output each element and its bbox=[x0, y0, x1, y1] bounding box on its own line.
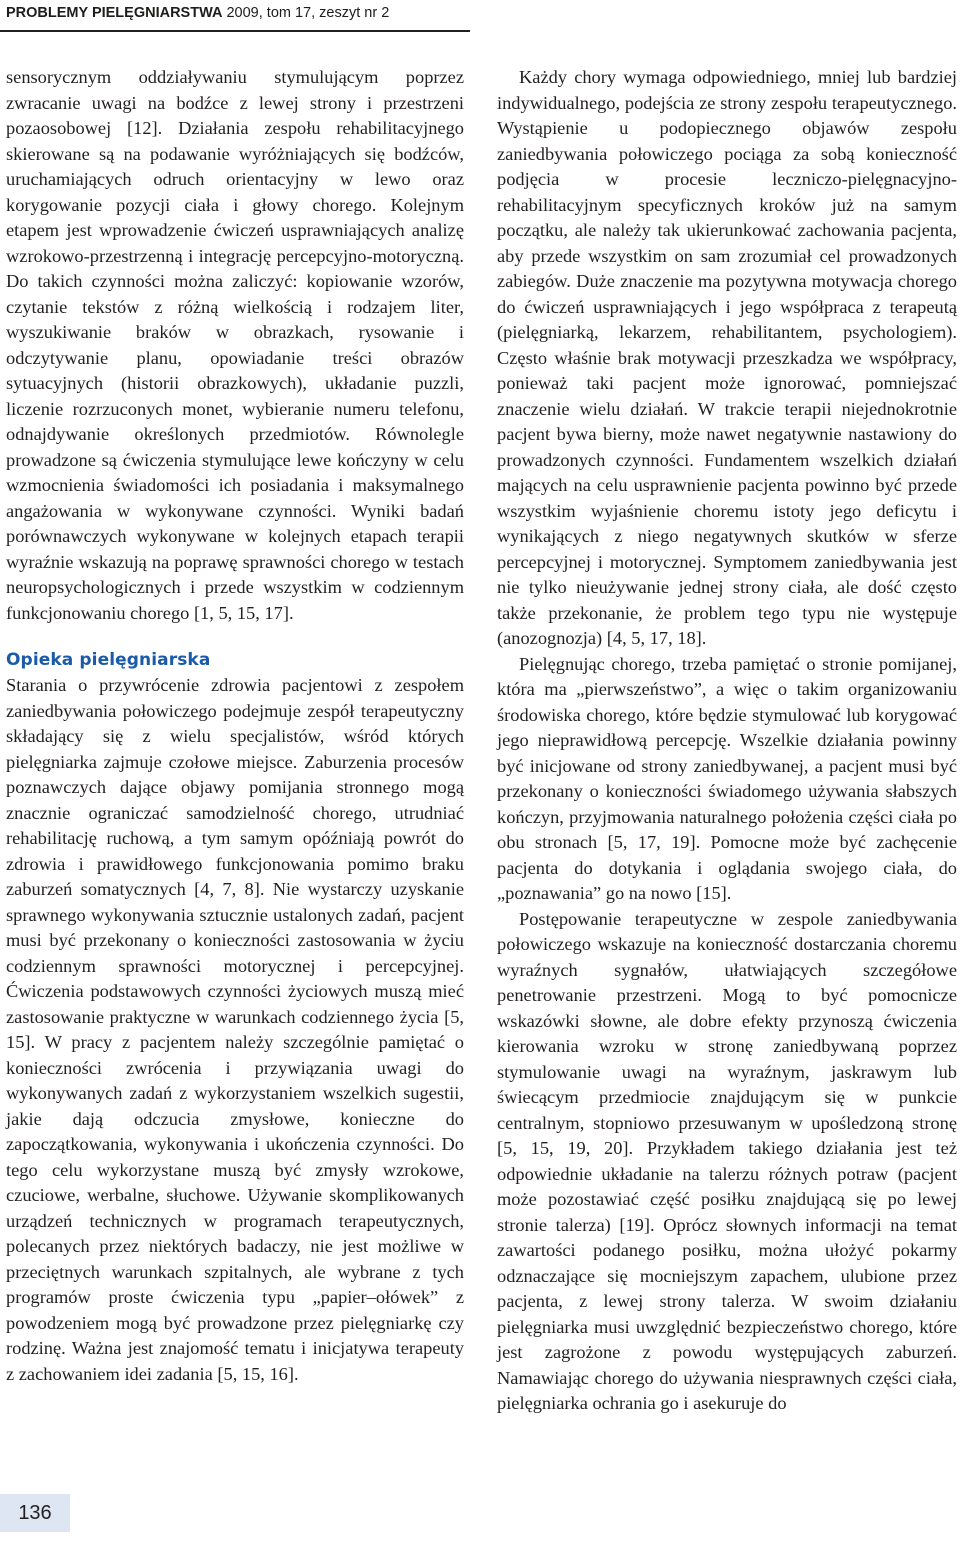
right-paragraph-3: Postępowanie terapeutyczne w zespole zaniedbywania połowiczego wskazuje na konieczność dostarczania choremu wyraźnych sygnałów, ułatwiających szczegółowe penetrowanie przestrzeni. Mogą to być pomocnicze wskazówki słowne, ale dobre efekty przynoszą ćwiczenia kierowania wzroku w stronę zaniedbywaną poprzez stymulowanie uwagi na wyraźnym, jaskrawym lub świecącym przedmiocie znajdującym się w punkcie centralnym, stopniowo przesuwanym w upośledzoną stronę [5, 15, 19, 20]. Przykładem takiego działania jest też odpowiednie układanie na talerzu różnych potraw (pacjent może pozostawiać część posiłku znajdującą się po lewej stronie talerza) [19]. Oprócz słownych informacji na temat zawartości podanego posiłku, można ułożyć pokarmy odznaczające się mocniejszym zapachem, ulubione przez pacjenta, z lewej strony talerza. W swoim działaniu pielęgniarka musi uwzględnić bezpieczeństwo chorego, które jest zagrożone z powodu występujących zaburzeń. Namawiając chorego do używania niesprawnych części ciała, pielęgniarka ochrania go i asekuruje do bbox=[497, 908, 957, 1413]
journal-title: PROBLEMY PIELĘGNIARSTWA bbox=[6, 5, 223, 21]
left-column bbox=[6, 65, 464, 1387]
right-column bbox=[497, 65, 957, 1417]
journal-issue: 2009, tom 17, zeszyt nr 2 bbox=[222, 5, 390, 21]
page-number: 136 bbox=[0, 1494, 70, 1532]
right-paragraph-2: Pielęgnując chorego, trzeba pamiętać o stronie pomijanej, która ma „pierwszeństwo”, a więc o takim organizowaniu środowiska chorego, które będzie stymulować lub korygować jego nieprawidłową percepcję. Wszelkie działania powinny być inicjowane od strony zaniedbywanej, a pacjent musi być przekonany o konieczności świadomego używania słabszych kończyn, przyjmowania naturalnego położenia części ciała po obu stronach [5, 17, 19]. Pomocne może być zachęcenie pacjenta do dotykania i oglądania swojego ciała, do „poznawania” go na nowo [15]. bbox=[497, 653, 957, 903]
left-paragraph-1: sensorycznym oddziaływaniu stymulującym poprzez zwracanie uwagi na bodźce z lewej strony i przestrzeni pozaosobowej [12]. Działania zespołu rehabilitacyjnego skierowane są na podawanie wyróżniających się bodźców, uruchamiających odruch orientacyjny w lewo oraz korygowanie pozycji ciała i głowy chorego. Kolejnym etapem jest wprowadzenie ćwiczeń usprawniających analizę wzrokowo-przestrzenną i integrację percepcyjno-motoryczną. Do takich czynności można zaliczyć: kopiowanie wzorów, czytanie tekstów z różną wielkością i rodzajem liter, wyszukiwanie braków w obrazkach, rysowanie i odczytywanie planu, opowiadanie treści obrazów sytuacyjnych (historii obrazkowych), układanie puzzli, liczenie rozrzuconych monet, wybieranie numeru telefonu, odnajdywanie określonych przedmiotów. Równolegle prowadzone są ćwiczenia stymulujące lewe kończyny w celu wzmocnienia świadomości ich posiadania i maksymalnego angażowania w wykonywane czynności. Wyniki badań porównawczych wykonywane w kolejnych etapach terapii wyraźnie wskazują na poprawę sprawności chorego w testach neuropsychologicznych i przede wszystkim w codziennym funkcjonowaniu chorego [1, 5, 15, 17]. bbox=[6, 67, 464, 623]
section-heading-nursing-care: Opieka pielęgniarska bbox=[6, 650, 211, 670]
right-paragraph-1: Każdy chory wymaga odpowiedniego, mniej lub bardziej indywidualnego, podejścia ze strony zespołu terapeutycznego. Wystąpienie u podopiecznego objawów zespołu zaniedbywania połowiczego pociąga za sobą konieczność podjęcia w procesie leczniczo-pielęgnacyjno-rehabilitacyjnym specyficznych kroków już na samym początku, ale należy tak ukierunkować zachowania pacjenta, aby przede wszystkim on sam zrozumiał cel prowadzonych zabiegów. Duże znaczenie ma pozytywna motywacja chorego do ćwiczeń usprawniających i jego współpraca z terapeutą (pielęgniarką, lekarzem, rehabilitantem, psychologiem). Często właśnie brak motywacji przeszkadza we współpracy, ponieważ taki pacjent może ignorować, pomniejszać znaczenie wielu działań. W trakcie terapii niejednokrotnie pacjent bywa bierny, może nawet negatywnie nastawiony do prowadzonych czynności. Fundamentem wszelkich działań mających na celu usprawnienie pacjenta powinno być przede wszystkim wyjaśnienie choremu istoty jego deficytu i wynikających z niego negatywnych skutków w sferze percepcyjnej i motorycznej. Symptomem zaniedbywania jest nie tylko nieużywanie jednej strony ciała, ale dość często także przekonanie, że problem tego typu nie występuje (anozognozja) [4, 5, 17, 18]. bbox=[497, 67, 957, 648]
header-rule bbox=[0, 30, 470, 32]
running-header bbox=[0, 0, 960, 26]
left-paragraph-2: Starania o przywrócenie zdrowia pacjentowi z zespołem zaniedbywania połowiczego podejmuje zespół terapeutyczny składający się z wielu specjalistów, wśród których pielęgniarka zajmuje czołowe miejsce. Zaburzenia procesów poznawczych dające objawy pomijania stronnego mogą znacznie ograniczać samodzielność chorego, utrudniać rehabilitację ruchową, a tym samym opóźniają powrót do zdrowia i prawidłowego funkcjonowania pomimo braku zaburzeń somatycznych [4, 7, 8]. Nie wystarczy uzyskanie sprawnego wykonywania sztucznie ustalonych zadań, pacjent musi być przekonany o konieczności zastosowania w życiu codziennym sprawności motorycznej i percepcyjnej. Ćwiczenia podstawowych czynności życiowych muszą mieć zastosowanie praktyczne w warunkach codziennego życia [5, 15]. W pracy z pacjentem należy szczególnie pamiętać o konieczności zwrócenia i przywiązania uwagi do wykonywanych zadań z wykorzystaniem wszelkich sugestii, jakie dają odczucia zmysłowe, konieczne do zapoczątkowania, wykonywania i ukończenia czynności. Do tego celu wykorzystane muszą być zmysły wzrokowe, czuciowe, werbalne, słuchowe. Używanie skomplikowanych urządzeń technicznych w programach terapeutycznych, polecanych przez niektórych badaczy, nie jest możliwe w przeciętnych warunkach szpitalnych, ale wybrane z tych programów proste ćwiczenia typu „papier–ołówek” z powodzeniem mogą być prowadzone przez pielęgniarkę czy rodzinę. Ważna jest znajomość tematu i inicjatywa terapeuty z zachowaniem idei zadania [5, 15, 16]. bbox=[6, 675, 464, 1384]
